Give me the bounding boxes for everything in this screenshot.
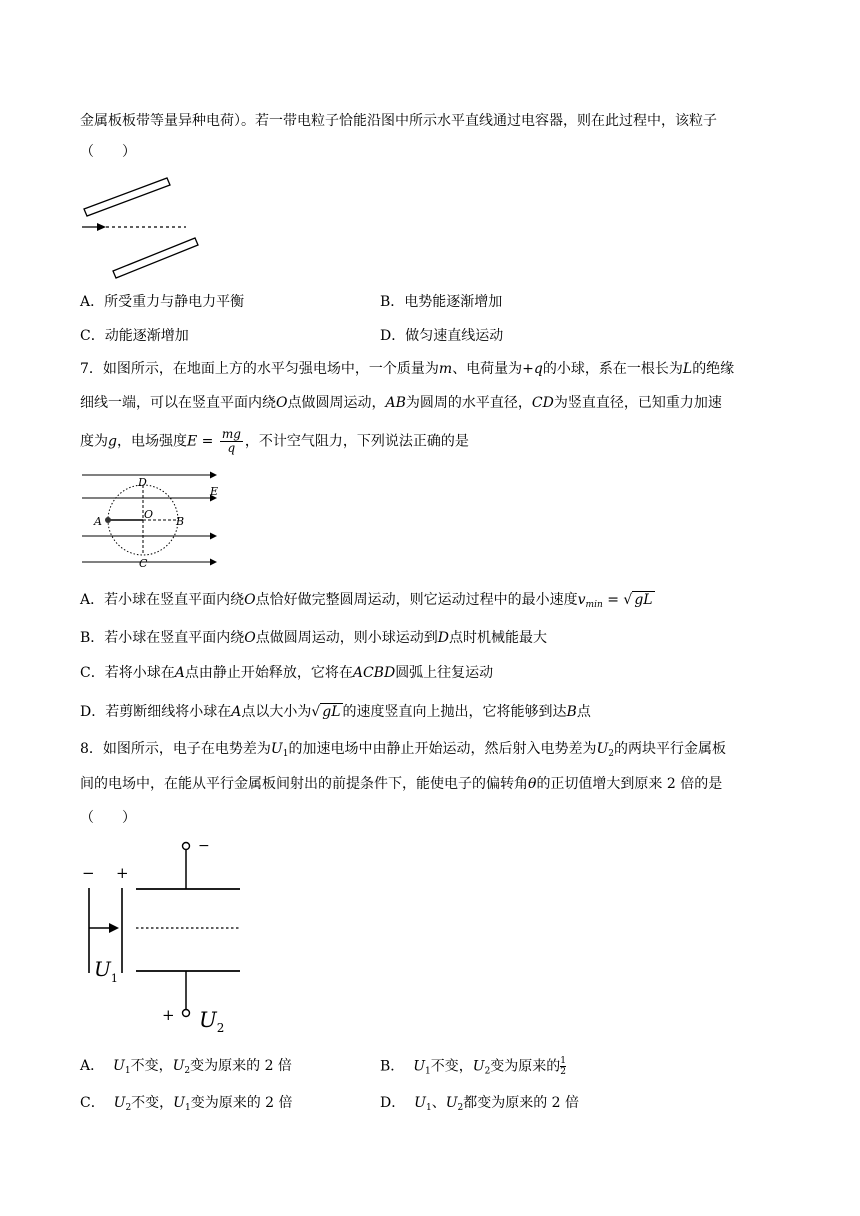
sqrt-gl: √ gL [311, 704, 341, 720]
q8-option-d: D． $U_1$、$U_2$都变为原来的 2 倍 [380, 1095, 580, 1113]
label-o: O [144, 508, 154, 521]
q6-stem-line: 金属板板带等量异种电荷）。若一带电粒子恰能沿图中所示水平直线通过电容器，则在此过程中，该粒子 [80, 113, 717, 129]
label-minus-left: − [82, 864, 95, 882]
q8-stem-line2: 间的电场中，在能从平行金属板间射出的前提条件下，能使电子的偏转角θ的正切值增大到原来 2 倍的是 [80, 776, 723, 792]
q7-option-d: D．若剪断细线将小球在A点以大小为√ gL 的速度竖直向上抛出，它将能够到达B点 [80, 704, 591, 720]
q8-option-a: A． $U_1$不变，$U_2$变为原来的 2 倍 [80, 1058, 292, 1076]
bottom-terminal [183, 1010, 190, 1017]
q8-stem-line1: 8．如图所示，电子在电势差为$U_1$的加速电场中由静止开始运动，然后射入电势差为$U_2$的两块平行金属板 [80, 741, 727, 759]
half-fraction: $\frac{1}{2}$ [560, 1056, 567, 1077]
label-b: B [176, 515, 185, 528]
ball [105, 517, 111, 523]
q6-option-c: C．动能逐渐增加 [80, 328, 189, 344]
q7-stem-line3: 度为g，电场强度E = $\frac{mg}{q}$ ，不计空气阻力，下列说法正确的是 [80, 427, 469, 455]
lower-plate [113, 238, 198, 278]
q7-stem-line2: 细线一端，可以在竖直平面内绕O点做圆周运动，AB为圆周的水平直径，CD为竖直直径，已知重力加速 [80, 395, 722, 411]
q6-option-b: B．电势能逐渐增加 [380, 294, 503, 310]
q7-option-c: C．若将小球在A点由静止开始释放，它将在ACBD圆弧上往复运动 [80, 665, 494, 681]
label-plus-left: + [116, 864, 129, 882]
accel-arrow-head-icon [109, 923, 119, 933]
label-d: D [138, 476, 147, 489]
q8-answer-paren: （ ） [80, 810, 136, 826]
label-a: A [94, 515, 102, 528]
label-minus-top: − [198, 838, 210, 854]
q7-option-a: A．若小球在竖直平面内绕O点恰好做完整圆周运动，则它运动过程中的最小速度$v_{min}$ = √ gL [80, 592, 653, 610]
q8-option-c: C． $U_2$不变，$U_1$变为原来的 2 倍 [80, 1095, 293, 1113]
top-terminal [183, 843, 190, 850]
arrow-head-icon [97, 223, 106, 231]
label-plus-bottom: + [162, 1006, 175, 1024]
label-u1: $U_1$ [94, 957, 118, 985]
q7-stem-line1: 7．如图所示，在地面上方的水平匀强电场中，一个质量为m、电荷量为+q的小球，系在一根长为L的绝缘 [80, 361, 735, 377]
q6-capacitor-figure [80, 172, 210, 282]
q7-option-b: B．若小球在竖直平面内绕O点做圆周运动，则小球运动到D点时机械能最大 [80, 630, 548, 646]
q7-field-figure [80, 470, 225, 570]
label-c: C [139, 557, 148, 570]
upper-plate [84, 178, 170, 216]
sqrt-gl: √ gL [623, 592, 653, 608]
label-e: E [210, 485, 219, 498]
q6-answer-paren: （ ） [80, 144, 136, 160]
q6-option-a: A．所受重力与静电力平衡 [80, 294, 245, 310]
field-strength-fraction: $\frac{mg}{q}$ [221, 427, 241, 455]
q8-deflection-figure [78, 836, 248, 1036]
label-u2: $U_2$ [199, 1008, 225, 1035]
q8-option-b: B． $U_1$不变，$U_2$变为原来的 $\frac{1}{2}$ [380, 1056, 567, 1077]
q6-option-d: D．做匀速直线运动 [380, 328, 504, 344]
